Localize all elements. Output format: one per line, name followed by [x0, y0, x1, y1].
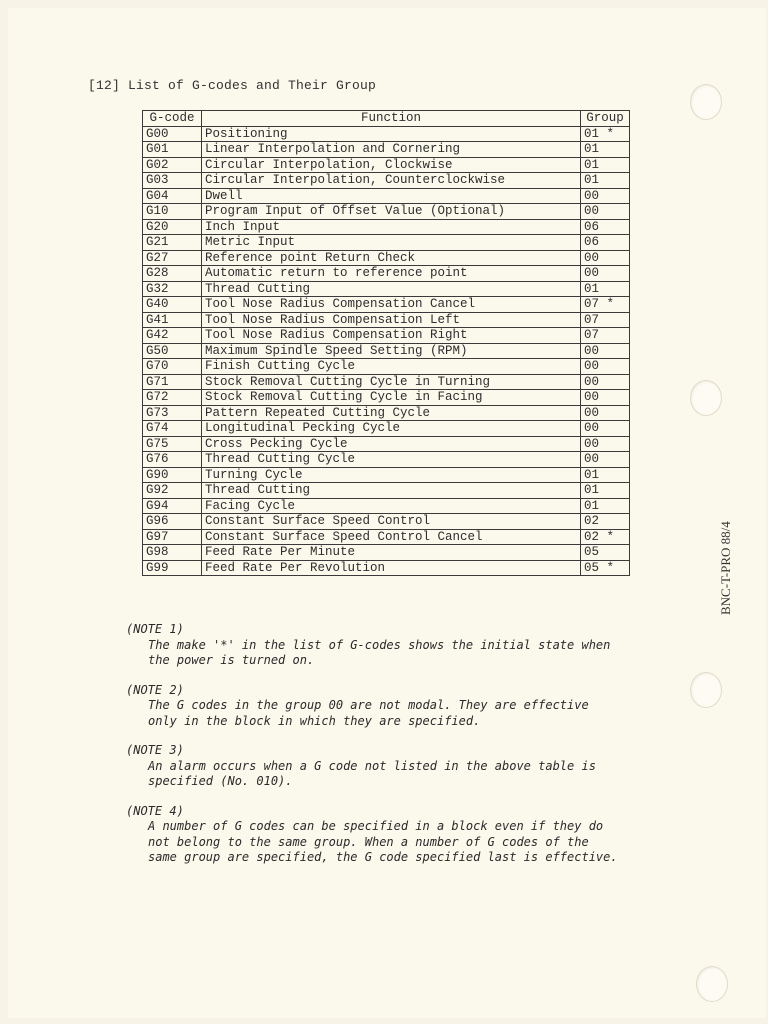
function-cell: Inch Input: [202, 219, 581, 235]
table-row: [143, 374, 630, 390]
group-cell: 00: [581, 390, 630, 406]
table-row: [143, 235, 630, 251]
function-cell: Metric Input: [202, 235, 581, 251]
note-1: [126, 622, 646, 669]
group-cell: 00: [581, 374, 630, 390]
g-code-cell: G76: [143, 452, 202, 468]
table-row: [143, 219, 630, 235]
table-row: [143, 312, 630, 328]
function-cell: Program Input of Offset Value (Optional): [202, 204, 581, 220]
note-line: the power is turned on.: [148, 653, 315, 667]
group-cell: 07: [581, 312, 630, 328]
group-cell: 01 *: [581, 126, 630, 142]
group-cell: 06: [581, 235, 630, 251]
table-row: [143, 142, 630, 158]
group-cell: 06: [581, 219, 630, 235]
table-row: [143, 297, 630, 313]
table-header-row: [143, 111, 630, 127]
note-line: An alarm occurs when a G code not listed in the above table is: [148, 758, 596, 773]
group-cell: 00: [581, 436, 630, 452]
group-cell: 00: [581, 343, 630, 359]
group-cell: 00: [581, 266, 630, 282]
function-cell: Circular Interpolation, Clockwise: [202, 157, 581, 173]
note-title: (NOTE 3): [126, 743, 184, 757]
g-code-cell: G01: [143, 142, 202, 158]
table-row: [143, 328, 630, 344]
function-cell: Pattern Repeated Cutting Cycle: [202, 405, 581, 421]
table-row: [143, 188, 630, 204]
note-line: A number of G codes can be specified in a block even if they do: [148, 819, 604, 833]
group-cell: 00: [581, 405, 630, 421]
g-code-cell: G42: [143, 328, 202, 344]
function-cell: Feed Rate Per Revolution: [202, 560, 581, 576]
punch-hole-2: [690, 380, 722, 416]
function-cell: Stock Removal Cutting Cycle in Facing: [202, 390, 581, 406]
g-code-cell: G32: [143, 281, 202, 297]
table-row: [143, 390, 630, 406]
table-row: [143, 421, 630, 437]
note-line: The make '*' in the list of G-codes shows the initial state when: [148, 637, 611, 652]
function-cell: Thread Cutting: [202, 281, 581, 297]
table-row: [143, 281, 630, 297]
function-cell: Constant Surface Speed Control: [202, 514, 581, 530]
table-row: [143, 405, 630, 421]
function-cell: Linear Interpolation and Cornering: [202, 142, 581, 158]
g-code-cell: G72: [143, 390, 202, 406]
note-title: (NOTE 4): [126, 803, 184, 818]
document-code: BNC-T-PRO 88/4: [718, 521, 733, 615]
g-code-cell: G99: [143, 560, 202, 576]
g-code-cell: G90: [143, 467, 202, 483]
group-cell: 00: [581, 250, 630, 266]
table-row: [143, 545, 630, 561]
table-row: [143, 126, 630, 142]
note-title: (NOTE 1): [126, 622, 184, 636]
table-row: [143, 157, 630, 173]
g-code-table: [142, 110, 630, 576]
group-cell: 01: [581, 173, 630, 189]
note-line: not belong to the same group. When a number of G codes of the: [148, 834, 589, 849]
function-cell: Thread Cutting Cycle: [202, 452, 581, 468]
group-cell: 01: [581, 467, 630, 483]
table-row: [143, 204, 630, 220]
g-code-cell: G27: [143, 250, 202, 266]
table-row: [143, 529, 630, 545]
table-row: [143, 452, 630, 468]
g-code-cell: G94: [143, 498, 202, 514]
function-cell: Stock Removal Cutting Cycle in Turning: [202, 374, 581, 390]
note-2: [126, 683, 646, 730]
g-code-cell: G50: [143, 343, 202, 359]
function-cell: Tool Nose Radius Compensation Right: [202, 328, 581, 344]
group-cell: 01: [581, 142, 630, 158]
function-cell: Tool Nose Radius Compensation Cancel: [202, 297, 581, 313]
table-row: [143, 266, 630, 282]
g-code-cell: G98: [143, 545, 202, 561]
note-3: [126, 743, 646, 790]
g-code-table-body: [143, 126, 630, 576]
table-row: [143, 343, 630, 359]
group-cell: 01: [581, 498, 630, 514]
g-code-cell: G70: [143, 359, 202, 375]
g-code-cell: G92: [143, 483, 202, 499]
function-cell: Thread Cutting: [202, 483, 581, 499]
table-row: [143, 436, 630, 452]
table-row: [143, 514, 630, 530]
table-row: [143, 173, 630, 189]
function-cell: Circular Interpolation, Counterclockwise: [202, 173, 581, 189]
table-row: [143, 467, 630, 483]
g-code-cell: G21: [143, 235, 202, 251]
punch-hole-1: [690, 84, 722, 120]
table-row: [143, 560, 630, 576]
section-heading: [12] List of G-codes and Their Group: [88, 78, 377, 93]
function-cell: Turning Cycle: [202, 467, 581, 483]
note-line: same group are specified, the G code specified last is effective.: [148, 850, 618, 864]
g-code-cell: G97: [143, 529, 202, 545]
function-cell: Feed Rate Per Minute: [202, 545, 581, 561]
group-cell: 07: [581, 328, 630, 344]
g-code-cell: G02: [143, 157, 202, 173]
function-cell: Dwell: [202, 188, 581, 204]
g-code-cell: G04: [143, 188, 202, 204]
function-cell: Constant Surface Speed Control Cancel: [202, 529, 581, 545]
group-cell: 00: [581, 421, 630, 437]
group-cell: 00: [581, 188, 630, 204]
g-code-cell: G96: [143, 514, 202, 530]
g-code-cell: G73: [143, 405, 202, 421]
group-cell: 01: [581, 281, 630, 297]
g-code-cell: G71: [143, 374, 202, 390]
g-code-cell: G20: [143, 219, 202, 235]
group-cell: 02: [581, 514, 630, 530]
g-code-cell: G28: [143, 266, 202, 282]
table-row: [143, 498, 630, 514]
note-line: only in the block in which they are specified.: [148, 713, 481, 728]
header-g-code: G-code: [143, 111, 202, 127]
note-line: The G codes in the group 00 are not modal. They are effective: [148, 698, 589, 712]
group-cell: 00: [581, 359, 630, 375]
group-cell: 00: [581, 452, 630, 468]
g-code-cell: G75: [143, 436, 202, 452]
function-cell: Automatic return to reference point: [202, 266, 581, 282]
function-cell: Positioning: [202, 126, 581, 142]
g-code-cell: G40: [143, 297, 202, 313]
function-cell: Facing Cycle: [202, 498, 581, 514]
function-cell: Tool Nose Radius Compensation Left: [202, 312, 581, 328]
group-cell: 01: [581, 483, 630, 499]
note-title: (NOTE 2): [126, 682, 184, 697]
group-cell: 00: [581, 204, 630, 220]
note-4: [126, 804, 646, 866]
punch-hole-4: [696, 966, 728, 1002]
note-line: specified (No. 010).: [148, 774, 293, 788]
header-function: Function: [202, 111, 581, 127]
group-cell: 05: [581, 545, 630, 561]
group-cell: 05 *: [581, 560, 630, 576]
g-code-cell: G03: [143, 173, 202, 189]
notes-section: [126, 622, 646, 880]
g-code-cell: G10: [143, 204, 202, 220]
function-cell: Cross Pecking Cycle: [202, 436, 581, 452]
group-cell: 07 *: [581, 297, 630, 313]
punch-hole-3: [690, 672, 722, 708]
g-code-cell: G41: [143, 312, 202, 328]
header-group: Group: [581, 111, 630, 127]
group-cell: 01: [581, 157, 630, 173]
table-row: [143, 483, 630, 499]
function-cell: Longitudinal Pecking Cycle: [202, 421, 581, 437]
g-code-cell: G74: [143, 421, 202, 437]
table-row: [143, 359, 630, 375]
table-row: [143, 250, 630, 266]
function-cell: Maximum Spindle Speed Setting (RPM): [202, 343, 581, 359]
g-code-cell: G00: [143, 126, 202, 142]
function-cell: Reference point Return Check: [202, 250, 581, 266]
function-cell: Finish Cutting Cycle: [202, 359, 581, 375]
group-cell: 02 *: [581, 529, 630, 545]
